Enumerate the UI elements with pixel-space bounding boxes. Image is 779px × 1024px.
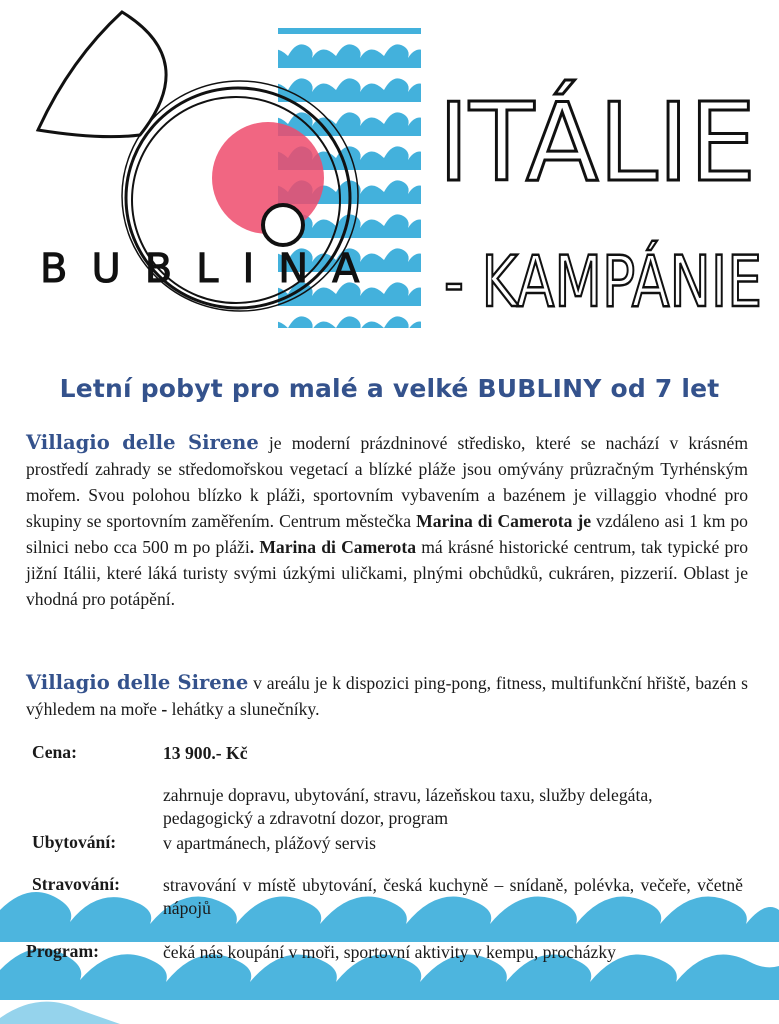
price-label: Cena: [32, 742, 77, 762]
facilities-lead: Villagio delle Sirene [26, 671, 249, 694]
header-artwork [0, 0, 779, 340]
price-includes: zahrnuje dopravu, ubytování, stravu, lázeňskou taxu, služby delegáta, pedagogický a zdravotní dozor, program [163, 785, 653, 828]
letter-d-shape [38, 12, 166, 137]
logo-text: BUBLINA [40, 246, 384, 292]
intro-bold-b: Marina di Camerota je [416, 511, 592, 531]
program-value: čeká nás koupání v moři, sportovní aktivity v kempu, procházky [163, 942, 616, 962]
intro-paragraph [26, 430, 748, 612]
intro-text-c: vzdáleno asi 1 km po silnici nebo cca 500 m po pláži [26, 511, 748, 557]
small-bubble [263, 205, 303, 245]
board-label: Stravování: [32, 874, 120, 894]
program-label: Program: [26, 941, 99, 961]
intro-lead: Villagio delle Sirene [26, 431, 259, 454]
page-tagline: Letní pobyt pro malé a velké BUBLINY od 7 let [59, 374, 720, 403]
facilities-text-a: v areálu je k dispozici ping-pong, fitness, multifunkční hřiště, bazén s výhledem na moře [26, 673, 748, 719]
facilities-text-c: lehátky a slunečníky. [167, 699, 320, 719]
intro-text-e: má krásné historické centrum, tak typické pro jižní Itálii, které láká turisty svými úzkými uličkami, plnými obchůdků, cukráren, pizzerií. Oblast je vhodná pro potápění. [26, 537, 748, 609]
intro-bold-d: . Marina di Camerota [249, 537, 416, 557]
title-line-1: ITÁLIE [438, 81, 762, 206]
accommodation-label: Ubytování: [32, 832, 117, 852]
intro-text-a: je moderní prázdninové středisko, které se nachází v krásném prostředí zahrady se středomořskou vegetací a blízké pláže jsou omývány průzračným Tyrhénským mořem. Svou polohou blízko k pláži, sportovním vybavením a bazénem je villaggio vhodné pro skupiny se sportovním zaměřením. Centrum městečka [26, 433, 749, 531]
accommodation-value: v apartmánech, plážový servis [163, 833, 376, 853]
board-value: stravování v místě ubytování, česká kuchyně – snídaně, polévka, večeře, včetně nápojů [163, 875, 743, 918]
facilities-paragraph [26, 670, 748, 722]
facilities-bold-b: - [161, 699, 168, 719]
price-value: 13 900.- Kč [163, 743, 248, 763]
title-line-2: - KAMPÁNIE [444, 241, 762, 323]
